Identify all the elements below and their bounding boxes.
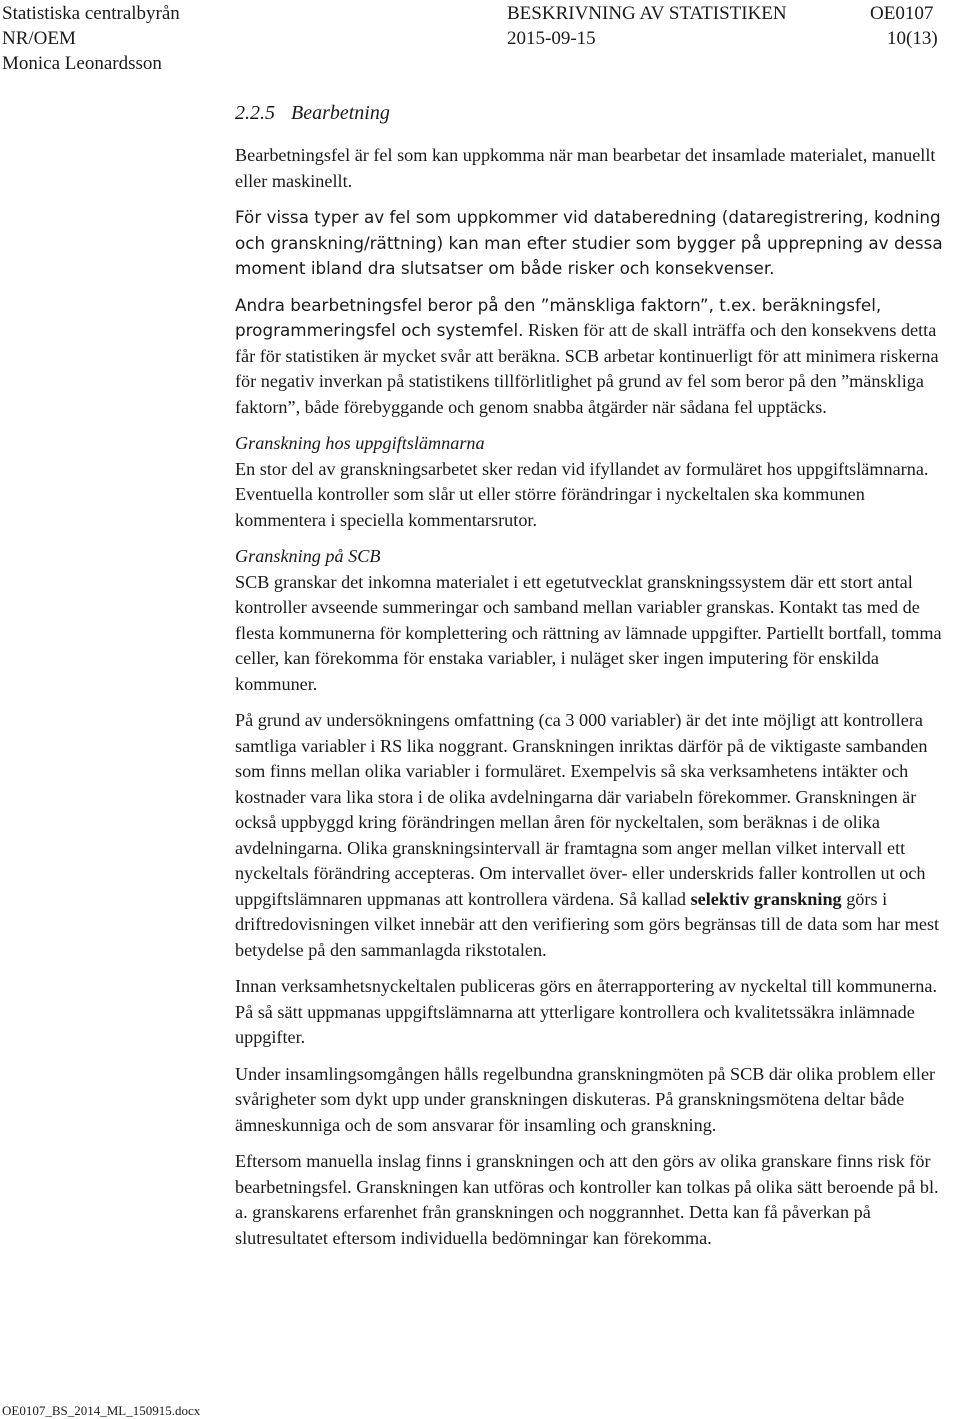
header-doc-code: OE0107 <box>870 3 934 24</box>
section-heading <box>235 100 947 126</box>
subheading-granskning-uppgiftslamnare: Granskning hos uppgiftslämnarna <box>235 433 485 453</box>
header-page-number: 10(13) <box>887 28 938 49</box>
section-number: 2.2.5 <box>235 102 275 124</box>
document-body <box>235 100 947 1262</box>
paragraph-omfattning-start: På grund av undersökningens omfattning (ca 3 000 variabler) är det inte möjligt att kontrollera samtliga variabler i RS lika noggrant. Granskningen inriktas därför på de viktigaste sambanden som finns mellan olika variabler i formuläret. Exempelvis så ska verksamhetens intäkter och kostnader vara lika stora i de olika avdelningarna där variabeln förekommer. Granskningen är också uppbyggd kring förändringen mellan åren för nyckeltalen, som beräknas i de olika avdelningarna. Olika granskningsintervall är framtagna som anger mellan vilket intervall ett nyckeltals förändring accepteras. Om intervallet över- eller underskrids faller kontrollen ut och uppgiftslämnaren uppmanas att kontrollera värdena. Så kallad <box>235 710 928 909</box>
text-granskning-scb: SCB granskar det inkomna materialet i ett egetutvecklat granskningssystem där ett stort antal kontroller avseende summeringar och samband mellan variabler granskas. Kontakt tas med de flesta kommunerna för komplettering och rättning av lämnade uppgifter. Partiellt bortfall, tomma celler, kan förekomma för enstaka variabler, i nuläget sker ingen imputering för enskilda kommuner. <box>235 571 942 694</box>
paragraph-manuella-inslag: Eftersom manuella inslag finns i granskningen och att den görs av olika granskare finns risk för bearbetningsfel. Granskningen kan utföras och kontroller kan tolkas på olika sätt beroende på bl. a. granskarens erfarenhet från granskningen och noggrannhet. Detta kan få påverkan på slutresultatet eftersom individuella bedömningar kan förekomma. <box>235 1151 939 1248</box>
paragraph-mansklig-faktor-rest: Risken för att de skall inträffa och den konsekvens detta får för statistiken är mycket svår att beräkna. SCB arbetar kontinuerligt för att minimera riskerna för negativ inverkan på statistikens tillförlitlighet på grund av fel som beror på den ”mänskliga faktorn”, både förebyggande och genom snabba åtgärder när sådana fel upptäcks. <box>235 320 939 417</box>
paragraph-granskning-scb <box>235 544 947 697</box>
paragraph-databeredning: För vissa typer av fel som uppkommer vid databeredning (dataregistrering, kodning och granskning/rättning) kan man efter studier som bygger på upprepning av dessa moment ibland dra slutsatser om både risker och konsekvenser. <box>235 207 943 278</box>
header-org: Statistiska centralbyrån <box>2 3 180 24</box>
paragraph-granskningsmoten: Under insamlingsomgången hålls regelbundna granskningmöten på SCB där olika problem eller svårigheter som dykt upp under granskningen diskuteras. På granskningsmötena deltar både ämneskunniga och de som ansvarar för insamling och granskning. <box>235 1063 936 1135</box>
paragraph-granskning-uppgiftslamnare <box>235 431 947 533</box>
paragraph-omfattning <box>235 708 947 963</box>
section-title: Bearbetning <box>291 102 390 124</box>
subheading-granskning-scb: Granskning på SCB <box>235 546 381 566</box>
paragraph-mansklig-faktor-lead: Andra bearbetningsfel beror på den ”mänskliga faktorn”, t.ex. beräkningsfel, programmeringsfel och systemfel. <box>235 294 882 340</box>
paragraph-omfattning-end: görs i driftredovisningen vilket innebär att den verifiering som görs begränsas till de data som har mest betydelse på den sammanlagda rikstotalen. <box>235 888 940 960</box>
text-granskning-uppgiftslamnare: En stor del av granskningsarbetet sker redan vid ifyllandet av formuläret hos uppgiftslämnarna. Eventuella kontroller som slår ut eller större förändringar i nyckeltalen ska kommunen kommentera i speciella kommentarsrutor. <box>235 458 929 530</box>
header-author: Monica Leonardsson <box>2 53 162 74</box>
paragraph-intro: Bearbetningsfel är fel som kan uppkomma när man bearbetar det insamlade materialet, manuellt eller maskinellt. <box>235 145 936 191</box>
paragraph-aterrapportering: Innan verksamhetsnyckeltalen publiceras görs en återrapportering av nyckeltal till kommunerna. På så sätt uppmanas uppgiftslämnarna att ytterligare kontrollera och kvalitetssäkra inlämnade uppgifter. <box>235 976 937 1047</box>
header-unit: NR/OEM <box>2 28 76 49</box>
paragraph-mansklig-faktor <box>235 293 947 421</box>
header-doc-type: BESKRIVNING AV STATISTIKEN <box>507 3 787 24</box>
bold-selektiv-granskning: selektiv granskning <box>690 888 842 909</box>
header-date: 2015-09-15 <box>507 28 596 49</box>
footer-filename: OE0107_BS_2014_ML_150915.docx <box>2 1403 201 1418</box>
